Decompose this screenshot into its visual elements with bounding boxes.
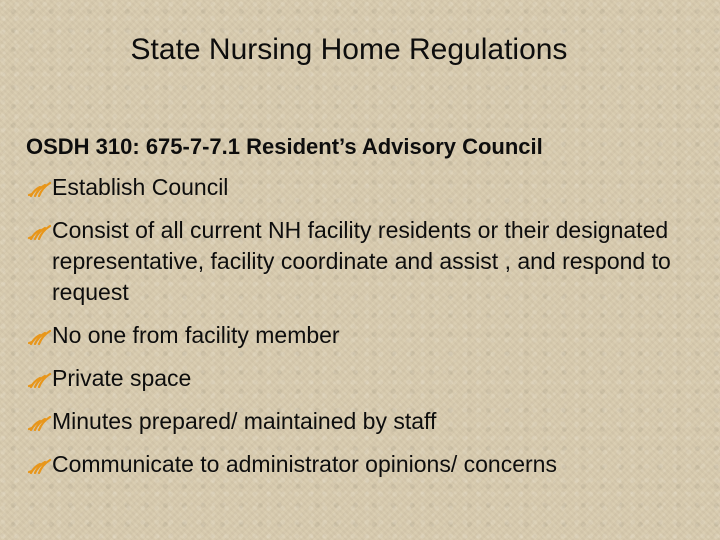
- slide-title: State Nursing Home Regulations: [130, 33, 568, 66]
- bullet-text: Communicate to administrator opinions/ concerns: [52, 451, 557, 477]
- bullet-text: Private space: [52, 365, 192, 391]
- bullet-list: [26, 172, 706, 492]
- bullet-item-no-one-from-facility: [26, 320, 706, 351]
- bullet-text: Establish Council: [52, 174, 229, 200]
- regulation-subheading: OSDH 310: 675-7-7.1 Resident’s Advisory Council: [26, 134, 543, 159]
- wifi-signal-icon: [26, 415, 52, 431]
- bullet-item-establish-council: [26, 172, 706, 203]
- bullet-item-private-space: [26, 363, 706, 394]
- bullet-text: Minutes prepared/ maintained by staff: [52, 408, 437, 434]
- wifi-signal-icon: [26, 329, 52, 345]
- wifi-signal-icon: [26, 181, 52, 197]
- bullet-item-consist-of: [26, 215, 706, 308]
- bullet-item-communicate: [26, 449, 706, 480]
- bullet-text: Consist of all current NH facility residents or their designated representative, facility coordinate and assist , and respond to request: [52, 217, 671, 305]
- wifi-signal-icon: [26, 458, 52, 474]
- wifi-signal-icon: [26, 224, 52, 240]
- bullet-text: No one from facility member: [52, 322, 340, 348]
- bullet-item-minutes: [26, 406, 706, 437]
- wifi-signal-icon: [26, 372, 52, 388]
